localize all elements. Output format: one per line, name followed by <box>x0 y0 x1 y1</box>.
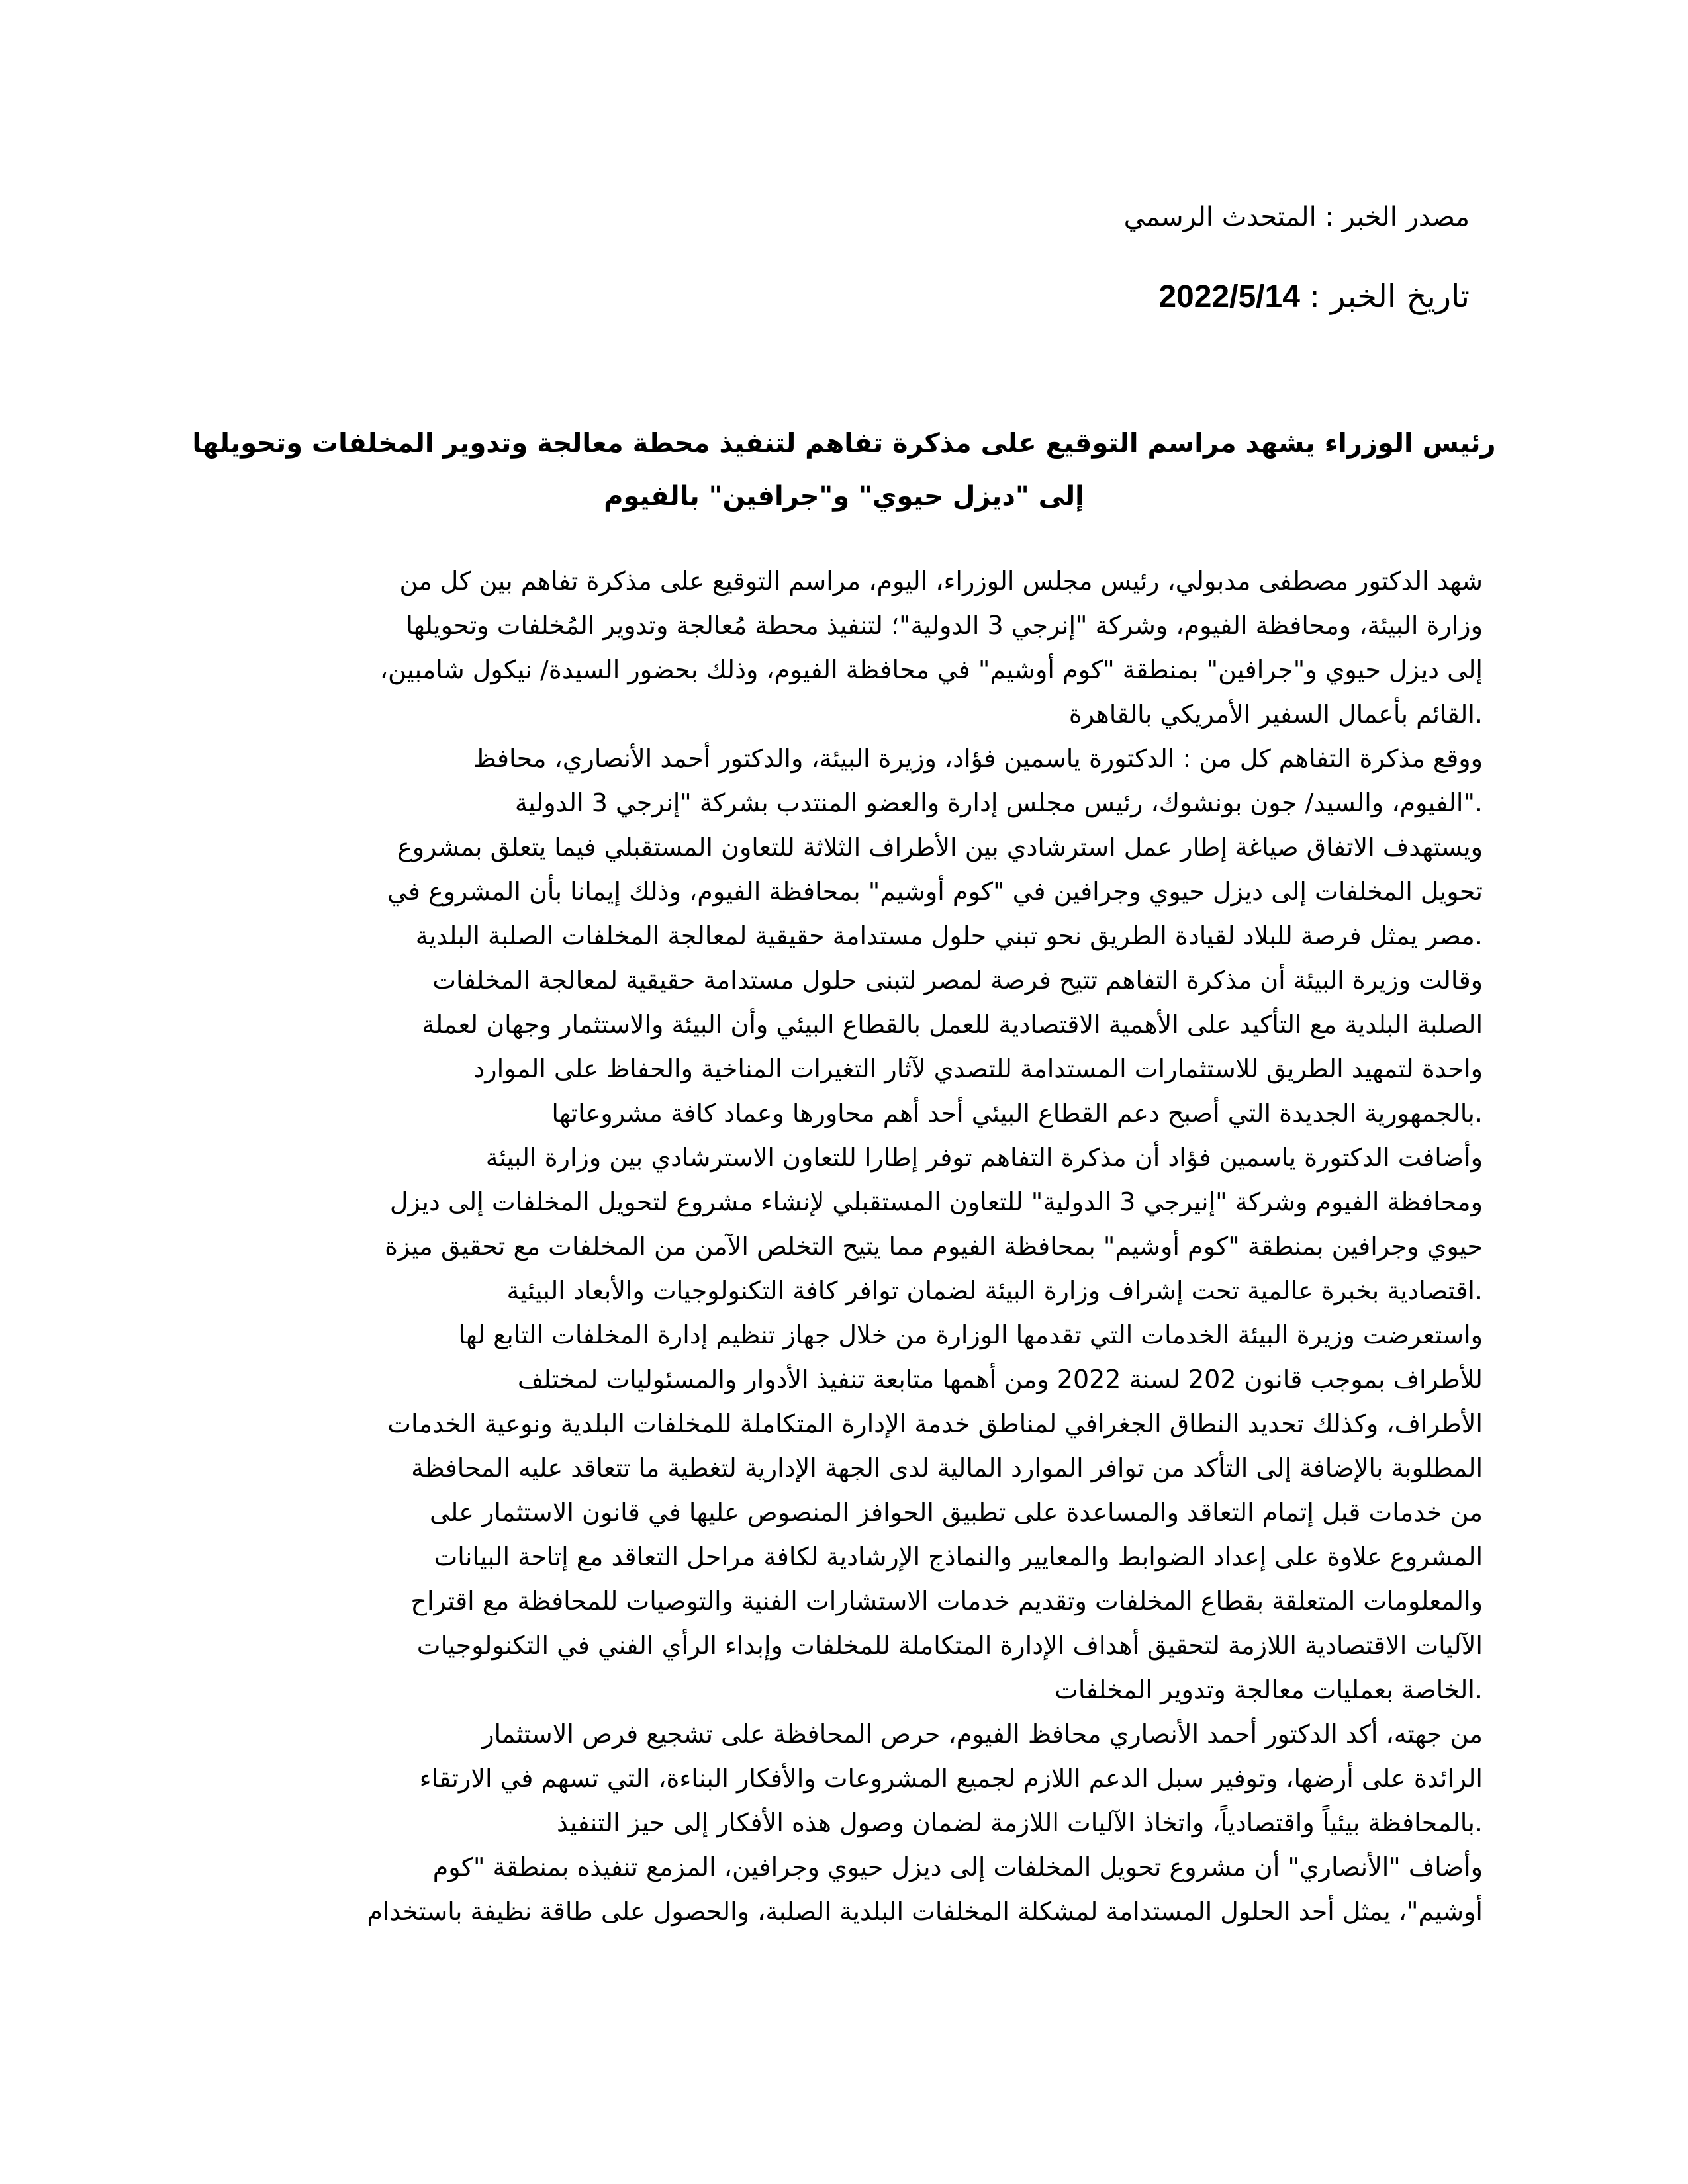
body-line: .بالجمهورية الجديدة التي أصبح دعم القطاع البيئي أحد أهم محاورها وعماد كافة مشروعاتها <box>551 1099 1483 1128</box>
body-line: .مصر يمثل فرصة للبلاد لقيادة الطريق نحو تبني حلول مستدامة حقيقية لمعالجة المخلفات الصلبة البلدية <box>415 921 1483 950</box>
body-line: شهد الدكتور مصطفى مدبولي، رئيس مجلس الوزراء، اليوم، مراسم التوقيع على مذكرة تفاهم بين كل من <box>399 567 1483 596</box>
news-source: مصدر الخبر : المتحدث الرسمي <box>1123 202 1470 232</box>
body-line: ."الفيوم، والسيد/ جون بونشوك، رئيس مجلس إدارة والعضو المنتدب بشركة "إنرجي 3 الدولية <box>514 788 1483 817</box>
headline-line: رئيس الوزراء يشهد مراسم التوقيع على مذكرة تفاهم لتنفيذ محطة معالجة وتدوير المخلفات وتحويلها <box>192 428 1496 459</box>
body-paragraph <box>212 737 1483 825</box>
article-body <box>212 559 1483 1934</box>
body-line: وزارة البيئة، ومحافظة الفيوم، وشركة "إنرجي 3 الدولية"؛ لتنفيذ محطة مُعالجة وتدوير المُخلفات وتحويلها <box>406 611 1483 640</box>
body-line: المطلوبة بالإضافة إلى التأكد من توافر الموارد المالية لدى الجهة الإدارية لتغطية ما تتعاقد عليه المحافظة <box>411 1453 1483 1482</box>
body-line: الآليات الاقتصادية اللازمة لتحقيق أهداف الإدارة المتكاملة للمخلفات وإبداء الرأي الفني في التكنولوجيات <box>416 1631 1483 1660</box>
headline-line: إلى "ديزل حيوي" و"جرافين" بالفيوم <box>604 481 1084 512</box>
body-line: وأضاف "الأنصاري" أن مشروع تحويل المخلفات إلى ديزل حيوي وجرافين، المزمع تنفيذه بمنطقة "كوم <box>432 1852 1483 1882</box>
body-paragraph <box>212 1136 1483 1313</box>
body-line: حيوي وجرافين بمنطقة "كوم أوشيم" بمحافظة الفيوم مما يتيح التخلص الآمن من المخلفات مع تحقيق ميزة <box>385 1232 1483 1261</box>
body-line: الرائدة على أرضها، وتوفير سبل الدعم اللازم لجميع المشروعات والأفكار البناءة، التي تسهم في الارتقاء <box>419 1764 1483 1793</box>
body-paragraph <box>212 958 1483 1136</box>
body-paragraph <box>212 1712 1483 1845</box>
news-date-value: 2022/5/14 <box>1158 279 1300 314</box>
body-line: وأضافت الدكتورة ياسمين فؤاد أن مذكرة التفاهم توفر إطارا للتعاون الاسترشادي بين وزارة البيئة <box>485 1143 1483 1172</box>
body-line: الصلبة البلدية مع التأكيد على الأهمية الاقتصادية للعمل بالقطاع البيئي وأن البيئة والاستثمار وجهان لعملة <box>422 1010 1483 1039</box>
body-line: .بالمحافظة بيئياً واقتصادياً، واتخاذ الآليات اللازمة لضمان وصول هذه الأفكار إلى حيز التنفيذ <box>556 1808 1483 1837</box>
body-line: أوشيم"، يمثل أحد الحلول المستدامة لمشكلة المخلفات البلدية الصلبة، والحصول على طاقة نظيفة باستخدام <box>367 1897 1483 1926</box>
news-date <box>1158 278 1470 315</box>
body-line: ويستهدف الاتفاق صياغة إطار عمل استرشادي بين الأطراف الثلاثة للتعاون المستقبلي فيما يتعلق بمشروع <box>397 833 1483 862</box>
article-headline <box>159 417 1529 523</box>
news-date-label: تاريخ الخبر : <box>1309 278 1470 315</box>
body-line: من جهته، أكد الدكتور أحمد الأنصاري محافظ الفيوم، حرص المحافظة على تشجيع فرص الاستثمار <box>482 1719 1483 1749</box>
body-line: والمعلومات المتعلقة بقطاع المخلفات وتقديم خدمات الاستشارات الفنية والتوصيات للمحافظة مع اقتراح <box>410 1586 1483 1615</box>
body-line: .الخاصة بعمليات معالجة وتدوير المخلفات <box>1055 1675 1483 1704</box>
body-line: واستعرضت وزيرة البيئة الخدمات التي تقدمها الوزارة من خلال جهاز تنظيم إدارة المخلفات التابع لها <box>458 1320 1483 1349</box>
body-line: المشروع علاوة على إعداد الضوابط والمعايير والنماذج الإرشادية لكافة مراحل التعاقد مع إتاحة البيانات <box>434 1542 1483 1571</box>
body-line: واحدة لتمهيد الطريق للاستثمارات المستدامة للتصدي لآثار التغيرات المناخية والحفاظ على الموارد <box>473 1054 1483 1083</box>
body-line: ووقع مذكرة التفاهم كل من : الدكتورة ياسمين فؤاد، وزيرة البيئة، والدكتور أحمد الأنصاري، محافظ <box>473 744 1483 773</box>
body-paragraph <box>212 825 1483 958</box>
body-line: تحويل المخلفات إلى ديزل حيوي وجرافين في "كوم أوشيم" بمحافظة الفيوم، وذلك إيمانا بأن المشروع في <box>387 877 1483 906</box>
body-paragraph <box>212 1313 1483 1712</box>
body-line: من خدمات قبل إتمام التعاقد والمساعدة على تطبيق الحوافز المنصوص عليها في قانون الاستثمار على <box>430 1498 1483 1527</box>
body-line: .القائم بأعمال السفير الأمريكي بالقاهرة <box>1068 700 1483 729</box>
body-line: وقالت وزيرة البيئة أن مذكرة التفاهم تتيح فرصة لمصر لتبنى حلول مستدامة حقيقية لمعالجة المخلفات <box>432 966 1483 995</box>
body-paragraph <box>212 559 1483 737</box>
body-line: الأطراف، وكذلك تحديد النطاق الجغرافي لمناطق خدمة الإدارة المتكاملة للمخلفات البلدية ونوعية الخدمات <box>387 1409 1483 1438</box>
body-paragraph <box>212 1845 1483 1934</box>
body-line: إلى ديزل حيوي و"جرافين" بمنطقة "كوم أوشيم" في محافظة الفيوم، وذلك بحضور السيدة/ نيكول شامبين، <box>379 655 1483 684</box>
body-line: .اقتصادية بخبرة عالمية تحت إشراف وزارة البيئة لضمان توافر كافة التكنولوجيات والأبعاد البيئية <box>506 1276 1483 1305</box>
body-line: للأطراف بموجب قانون 202 لسنة 2022 ومن أهمها متابعة تنفيذ الأدوار والمسئوليات لمختلف <box>517 1365 1483 1394</box>
body-line: ومحافظة الفيوم وشركة "إنيرجي 3 الدولية" للتعاون المستقبلي لإنشاء مشروع لتحويل المخلفات إلى ديزل <box>389 1187 1483 1216</box>
